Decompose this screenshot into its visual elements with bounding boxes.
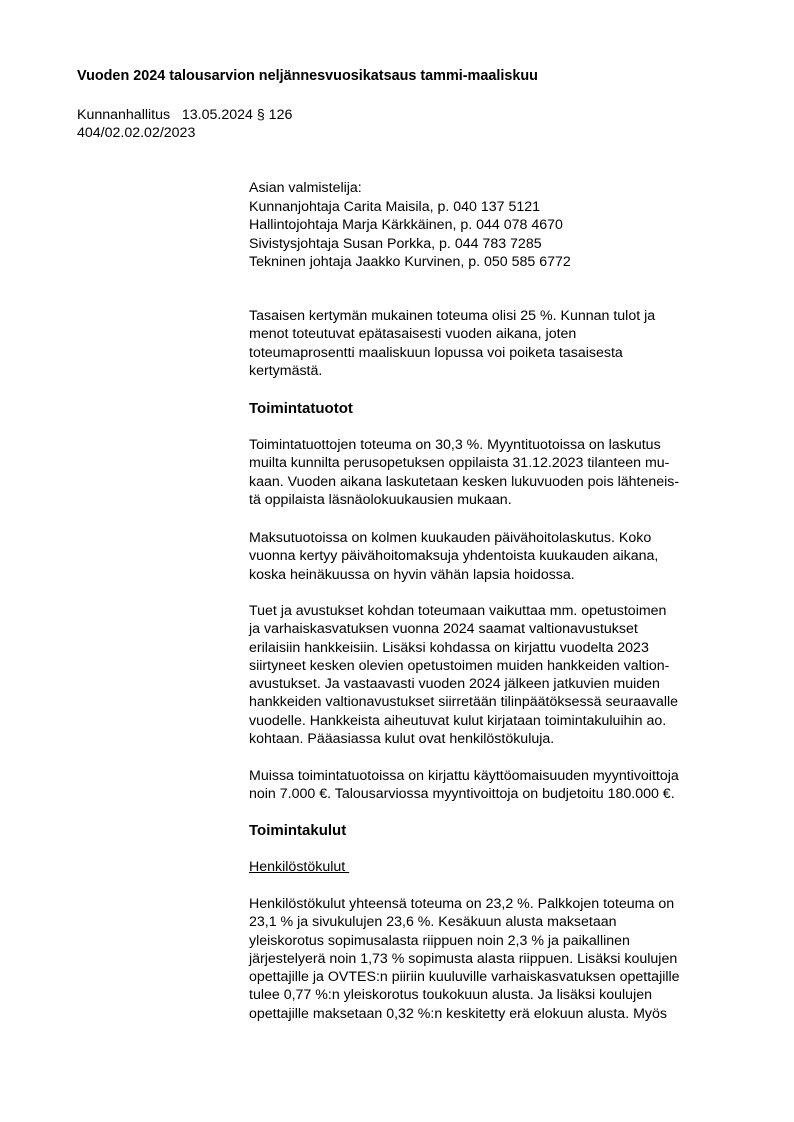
text-line: siirtyneet kesken olevien opetustoimen muiden hankkeiden valtion- [249,657,670,674]
preparer-line: Tekninen johtaja Jaakko Kurvinen, p. 050 585 6772 [249,254,571,270]
paragraph-henkilostokulut [249,895,739,1023]
text-line: avustukset. Ja vastaavasti vuoden 2024 jälkeen jatkuvien muiden [249,676,660,693]
document-title: Vuoden 2024 talousarvion neljännesvuosikatsaus tammi-maaliskuu [77,68,538,84]
text-line: järjestelyerä noin 1,73 % sopimusta alasta riippuen. Lisäksi koulujen [249,950,678,967]
text-line: tä oppilaista läsnäolokuukausien mukaan. [249,491,512,508]
paragraph-toimintatuotot-4 [249,767,739,804]
text-line: Tasaisen kertymän mukainen toteuma olisi 25 %. Kunnan tulot ja [249,308,656,324]
text-line: ja varhaiskasvatuksen vuonna 2024 saamat valtionavustukset [249,621,638,638]
case-number: 404/02.02.02/2023 [77,125,196,141]
paragraph-toimintatuotot-1 [249,436,739,509]
text-line: Maksutuotoissa on kolmen kuukauden päivähoitolaskutus. Koko [249,530,652,546]
text-line: opettajille maksetaan 0,32 %:n keskitetty erä elokuun alusta. Myös [249,1005,667,1022]
text-line: Muissa toimintatuotoissa on kirjattu käyttöomaisuuden myyntivoittoja [249,768,679,784]
preparer-line: Kunnanjohtaja Carita Maisila, p. 040 137 5121 [249,198,541,215]
text-line: Tuet ja avustukset kohdan toteumaan vaikuttaa mm. opetustoimen [249,603,667,619]
text-line: Henkilöstökulut yhteensä toteuma on 23,2 %. Palkkojen toteuma on [249,896,675,912]
intro-paragraph [249,307,739,380]
document-meta [77,106,292,142]
preparers-label: Asian valmistelija: [249,180,362,196]
text-line: opettajille ja OVTES:n piiriin kuuluville varhaiskasvatuksen opettajille [249,969,680,986]
text-line: tulee 0,77 %:n yleiskorotus toukokuun alusta. Ja lisäksi koulujen [249,987,652,1004]
text-line: vuodelle. Hankkeista aiheutuvat kulut kirjataan toimintakuluihin ao. [249,712,667,729]
paragraph-toimintatuotot-3 [249,602,739,748]
preparer-line: Hallintojohtaja Marja Kärkkäinen, p. 044 078 4670 [249,217,563,233]
text-line: yleiskorotus sopimusalasta riippuen noin 2,3 % ja paikallinen [249,932,630,949]
text-line: Toimintatuottojen toteuma on 30,3 %. Myyntituotoissa on laskutus [249,437,661,453]
text-line: erilaisiin hankkeisiin. Lisäksi kohdassa on kirjattu vuodelta 2023 [249,639,649,656]
text-line: 23,1 % ja sivukulujen 23,6 %. Kesäkuun alusta maksetaan [249,914,617,931]
meeting-reference: Kunnanhallitus 13.05.2024 § 126 [77,107,293,123]
text-line: menot toteutuvat epätasaisesti vuoden aikana, joten [249,326,577,343]
section-heading-toimintakulut: Toimintakulut [249,822,347,839]
text-line: toteumaprosentti maaliskuun lopussa voi poiketa tasaisesta [249,344,623,361]
preparer-line: Sivistysjohtaja Susan Porkka, p. 044 783 7285 [249,235,542,252]
text-line: kaan. Vuoden aikana laskutetaan kesken lukuvuoden pois lähteneis- [249,473,680,490]
text-line: koska heinäkuussa on hyvin vähän lapsia hoidossa. [249,566,575,583]
subheading-henkilostokulut: Henkilöstökulut [249,859,350,875]
section-heading-toimintatuotot: Toimintatuotot [249,400,353,417]
text-line: kohtaan. Pääasiassa kulut ovat henkilöstökuluja. [249,731,555,748]
text-line: kertymästä. [249,362,323,379]
preparers-block [249,179,739,272]
text-line: vuonna kertyy päivähoitomaksuja yhdentoista kuukauden aikana, [249,548,659,565]
text-line: muilta kunnilta perusopetuksen oppilaista 31.12.2023 tilanteen mu- [249,455,670,472]
text-line: noin 7.000 €. Talousarviossa myyntivoittoja on budjetoitu 180.000 €. [249,786,675,803]
text-line: hankkeiden valtionavustukset siirretään tilinpäätöksessä seuraavalle [249,694,679,711]
paragraph-toimintatuotot-2 [249,529,739,584]
